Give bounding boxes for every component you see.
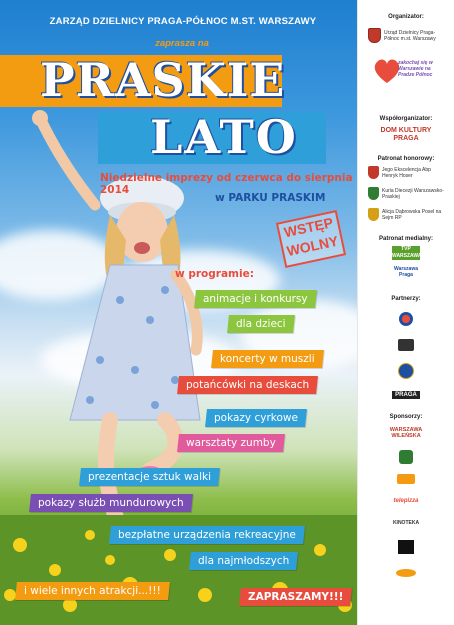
organizer-name: Urząd Dzielnicy Praga-Północ m.st. Warszawy xyxy=(384,29,436,42)
sponsor-emblem-icon xyxy=(398,540,414,554)
program-item: pokazy cyrkowe xyxy=(205,409,307,427)
stamp-line2: WOLNY xyxy=(285,232,340,260)
invites-text: zaprasza na xyxy=(155,38,209,49)
organizer-slogan: zakochaj się w Warszawie na Pradze Północ xyxy=(398,60,433,78)
sponsor-name: WARSZAWA WILEŃSKA xyxy=(389,427,423,439)
sponsor-logo xyxy=(372,566,440,580)
coat-of-arms-icon xyxy=(368,187,379,200)
program-item: koncerty w muszli xyxy=(211,350,324,368)
honorary-patron xyxy=(368,187,444,200)
program-item: dla najmłodszych xyxy=(189,552,298,570)
sponsor-emblem-icon xyxy=(399,450,413,464)
program-item: potańcówki na deskach xyxy=(177,376,318,394)
partner-emblem-icon xyxy=(399,312,413,326)
honorary-patron-name: Kuria Diecezji Warszawsko-Praskiej xyxy=(382,187,444,200)
program-item: bezpłatne urządzenia rekreacyjne xyxy=(109,526,305,544)
partner-emblem-icon xyxy=(398,363,414,379)
partner-logo xyxy=(372,364,440,378)
sponsor-sidebar xyxy=(357,0,454,625)
honorary-patron xyxy=(368,208,444,221)
title-lato: LATO xyxy=(150,110,298,164)
media-label: Patronat medialny: xyxy=(378,236,433,242)
program-item: dla dzieci xyxy=(227,315,295,333)
heart-logo xyxy=(368,52,444,98)
sponsor-name: telepizza xyxy=(393,498,419,504)
closing-invite: ZAPRASZAMY!!! xyxy=(239,588,352,606)
sponsor-emblem-icon xyxy=(396,569,416,577)
sponsor-logo xyxy=(372,426,440,440)
coat-of-arms-icon xyxy=(368,28,381,43)
organizer-header: ZARZĄD DZIELNICY PRAGA-PÓŁNOC M.ST. WARSZAWY xyxy=(49,16,317,27)
media-logo xyxy=(388,266,424,284)
honorary-patron-name: Jego Ekscelencja Abp Henryk Hoser xyxy=(382,166,431,179)
coat-of-arms-icon xyxy=(368,208,379,221)
honorary-patron-name: Alicja Dąbrowska Posel na Sejm RP xyxy=(382,208,442,221)
honorary-patron xyxy=(368,166,444,179)
sponsor-logo xyxy=(372,494,440,508)
program-item: i wiele innych atrakcji...!!! xyxy=(15,582,170,600)
dates-text: Niedzielne imprezy od czerwca do sierpnia 2014 xyxy=(100,172,353,196)
media-name: TVP WARSZAWA xyxy=(392,246,422,259)
stamp-line1: WSTĘP xyxy=(282,214,335,241)
sponsor-logo xyxy=(372,516,440,530)
sponsor-logo xyxy=(372,450,440,464)
partners-label: Partnerzy: xyxy=(391,296,421,302)
title-praskie: PRASKIE xyxy=(40,53,286,107)
program-item: warsztaty zumby xyxy=(177,434,285,452)
partner-logo xyxy=(372,338,440,352)
honorary-label: Patronat honorowy: xyxy=(377,156,435,162)
partner-logo xyxy=(372,312,440,326)
coorganizer-label: Współorganizator: xyxy=(379,116,433,122)
program-item: prezentacje sztuk walki xyxy=(79,468,220,486)
media-name: Warszawa Praga xyxy=(394,266,418,278)
partner-name: PRAGA xyxy=(392,391,420,399)
sponsors-label: Sponsorzy: xyxy=(389,414,423,420)
sponsor-logo xyxy=(372,540,440,554)
partner-logo xyxy=(372,388,440,402)
partner-emblem-icon xyxy=(398,339,414,351)
coat-of-arms-icon xyxy=(368,166,379,179)
program-item: animacje i konkursy xyxy=(194,290,317,308)
sponsor-name: KINOTEKA xyxy=(392,520,420,526)
sponsor-emblem-icon xyxy=(397,474,415,484)
organizer-logo xyxy=(368,28,444,43)
media-logo xyxy=(392,246,420,260)
place-text: w PARKU PRASKIM xyxy=(215,192,326,204)
organizer-label: Organizator: xyxy=(388,14,424,20)
sponsor-logo xyxy=(372,472,440,486)
coorganizer-logo: DOM KULTURY PRAGA xyxy=(380,127,432,142)
program-heading: w programie: xyxy=(175,268,254,280)
program-item: pokazy służb mundurowych xyxy=(29,494,193,512)
